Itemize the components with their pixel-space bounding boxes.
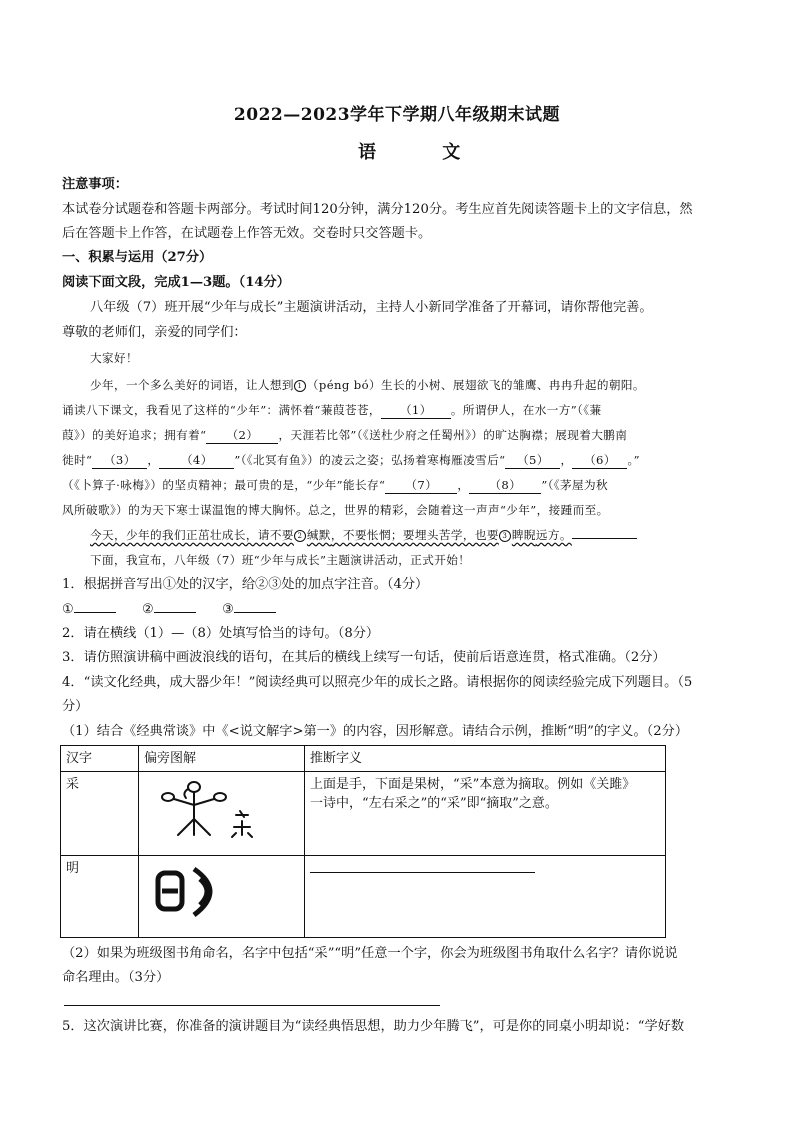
circle-mark-3: 3: [499, 530, 511, 542]
speech-text: 少年，一个多么美好的词语，让人想到: [90, 378, 294, 392]
speech-text: ，天涯若比邻”（《送杜少府之任蜀州》）的旷达胸襟；展现着大鹏南: [278, 428, 628, 442]
notice-heading: 注意事项：: [62, 177, 128, 192]
table-row: [61, 772, 666, 856]
blank-7[interactable]: （7）: [385, 477, 457, 494]
speech-text: 葭》）的美好追求；拥有着“: [62, 428, 207, 442]
blank-3[interactable]: （3）: [92, 452, 147, 469]
speech-text: 。”: [627, 453, 640, 467]
notice-line-2: 后在答题卡上作答，在试题卷上作答无效。交卷时只交答题卡。: [62, 226, 432, 241]
speech-text: ，不要怅惘；要埋头苦学，也要: [330, 528, 499, 542]
cell-meaning: [305, 856, 666, 938]
subject-title: 语 文: [358, 142, 491, 163]
notice-line-1: 本试卷分试题卷和答题卡两部分。考试时间120分钟，满分120分。考生应首先阅读答题卡上的文字信息，然: [62, 202, 693, 217]
blank-2[interactable]: （2）: [206, 427, 278, 444]
speech-text: 诵读八下课文，我看见了这样的“少年”：满怀着“蒹葭苍苍，: [62, 403, 381, 417]
mark-2: ②: [142, 602, 154, 617]
character-table: [60, 745, 666, 938]
table-header-row: [61, 746, 666, 772]
dotted-word-3: 睥睨: [511, 528, 536, 542]
speech-text: ”（《茅屋为秋: [541, 478, 609, 492]
blank-8[interactable]: （8）: [469, 477, 541, 494]
q1-answer-row: [62, 600, 276, 619]
question-2: 2．请在横线（1）—（8）处填写恰当的诗句。（8分）: [62, 626, 380, 641]
blank-6[interactable]: （6）: [572, 452, 627, 469]
question-4-1: （1）结合《经典常谈》中《<说文解字>第一》的内容，因形解意。请结合示例，推断“明”的字义。（2分）: [62, 724, 689, 739]
speech-text: 徙时“: [62, 453, 93, 467]
hello: 大家好！: [90, 351, 138, 365]
pinyin-1: （péng bó）: [306, 378, 381, 392]
speech-line-7: [90, 527, 637, 543]
speech-line-4: 徙时“ （3） ， （4） ”（《北冥有鱼》）的凌云之姿；弘扬着寒梅雁凌雪后“ （5） ， （6） 。”: [62, 453, 640, 467]
table-row: [61, 856, 666, 938]
speech-text: （《卜算子·咏梅》）的坚贞精神；最可贵的是，“少年”能长存“: [62, 478, 386, 492]
question-3: 3．请仿照演讲稿中画波浪线的语句，在其后的横线上续写一句话，使前后语意连贯，格式准确。（2分）: [62, 650, 666, 665]
speech-line-8: 下面，我宣布，八年级（7）班“少年与成长”主题演讲活动，正式开始！: [90, 553, 471, 567]
cell-diagram: [139, 772, 305, 856]
header-char: 汉字: [61, 746, 139, 772]
meaning-line: 一诗中，“左右采之”的“采”即“摘取”之意。: [310, 796, 558, 811]
cai-pictograph-icon: [144, 775, 274, 845]
question-5: 5．这次演讲比赛，你准备的演讲题目为“读经典悟思想，助力少年腾飞”，可是你的同桌小明却说：“学好数: [62, 1019, 685, 1034]
speech-text: ”（《北冥有鱼》）的凌云之姿；弘扬着寒梅雁凌雪后“: [234, 453, 506, 467]
continuation-blank[interactable]: [572, 538, 637, 539]
greeting: 尊敬的老师们，亲爱的同学们：: [62, 325, 247, 340]
header-diagram: 偏旁图解: [139, 746, 305, 772]
reading-instruction: 阅读下面文段，完成1—3题。（14分）: [62, 275, 290, 290]
speech-line-5: （《卜算子·咏梅》）的坚贞精神；最可贵的是，“少年”能长存“ （7） ， （8） ”（《茅屋为秋: [62, 478, 609, 492]
activity-intro: 八年级（7）班开展“少年与成长”主题演讲活动，主持人小新同学准备了开幕词，请你帮他完善。: [90, 300, 653, 315]
speech-line-2: [62, 402, 601, 419]
question-4-2-cont: 命名理由。（3分）: [62, 970, 170, 985]
speech-text: 。所谓伊人，在水一方”（《蒹: [450, 403, 602, 417]
answer-line[interactable]: [64, 1005, 440, 1006]
answer-1[interactable]: [74, 612, 116, 613]
dotted-word-2: 缄默: [306, 528, 331, 542]
speech-line-1: [90, 377, 645, 393]
mark-1: ①: [62, 602, 74, 617]
question-4: 4．“读文化经典，成大器少年！”阅读经典可以照亮少年的成长之路。请根据你的阅读经验完成下列题目。（5: [62, 675, 693, 690]
question-4-cont: 分）: [62, 699, 89, 714]
blank-1[interactable]: （1）: [381, 402, 451, 419]
speech-text: 今天，少年的我们正茁壮成长，请不要: [90, 528, 294, 542]
question-1: 1．根据拼音写出①处的汉字，给②③处的加点字注音。（4分）: [62, 577, 429, 592]
cell-char: 明: [61, 856, 139, 938]
speech-line-6: 风所破歌》）的为天下寒士谋温饱的博大胸怀。总之，世界的精彩，会随着这一声声“少年”，接踵而至。: [62, 503, 609, 517]
wavy-sentence: [90, 528, 572, 542]
mark-3: ③: [222, 602, 234, 617]
answer-line[interactable]: [310, 871, 535, 873]
ming-pictograph-icon: [144, 859, 234, 925]
circle-mark-1: 1: [294, 380, 306, 392]
answer-3[interactable]: [234, 612, 276, 613]
blank-5[interactable]: （5）: [505, 452, 560, 469]
speech-line-3: [62, 427, 627, 444]
header-meaning: 推断字义: [305, 746, 666, 772]
speech-text: 生长的小树、展翅欲飞的雏鹰、冉冉升起的朝阳。: [380, 378, 645, 392]
cell-diagram: [139, 856, 305, 938]
speech-text: 远方。: [535, 528, 572, 542]
circle-mark-2: 2: [294, 530, 306, 542]
question-4-2: （2）如果为班级图书角命名，名字中包括“采”“明”任意一个字，你会为班级图书角取什么名字？请你说说: [62, 946, 678, 961]
blank-4[interactable]: （4）: [159, 452, 234, 469]
cell-char: 采: [61, 772, 139, 856]
meaning-line: 上面是手，下面是果树，“采”本意为摘取。例如《关雎》: [310, 777, 636, 792]
exam-title: 2022—2023学年下学期八年级期末试题: [233, 105, 561, 125]
cell-meaning: [305, 772, 666, 856]
section-heading: 一、积累与运用（27分）: [62, 250, 213, 265]
answer-2[interactable]: [154, 612, 196, 613]
